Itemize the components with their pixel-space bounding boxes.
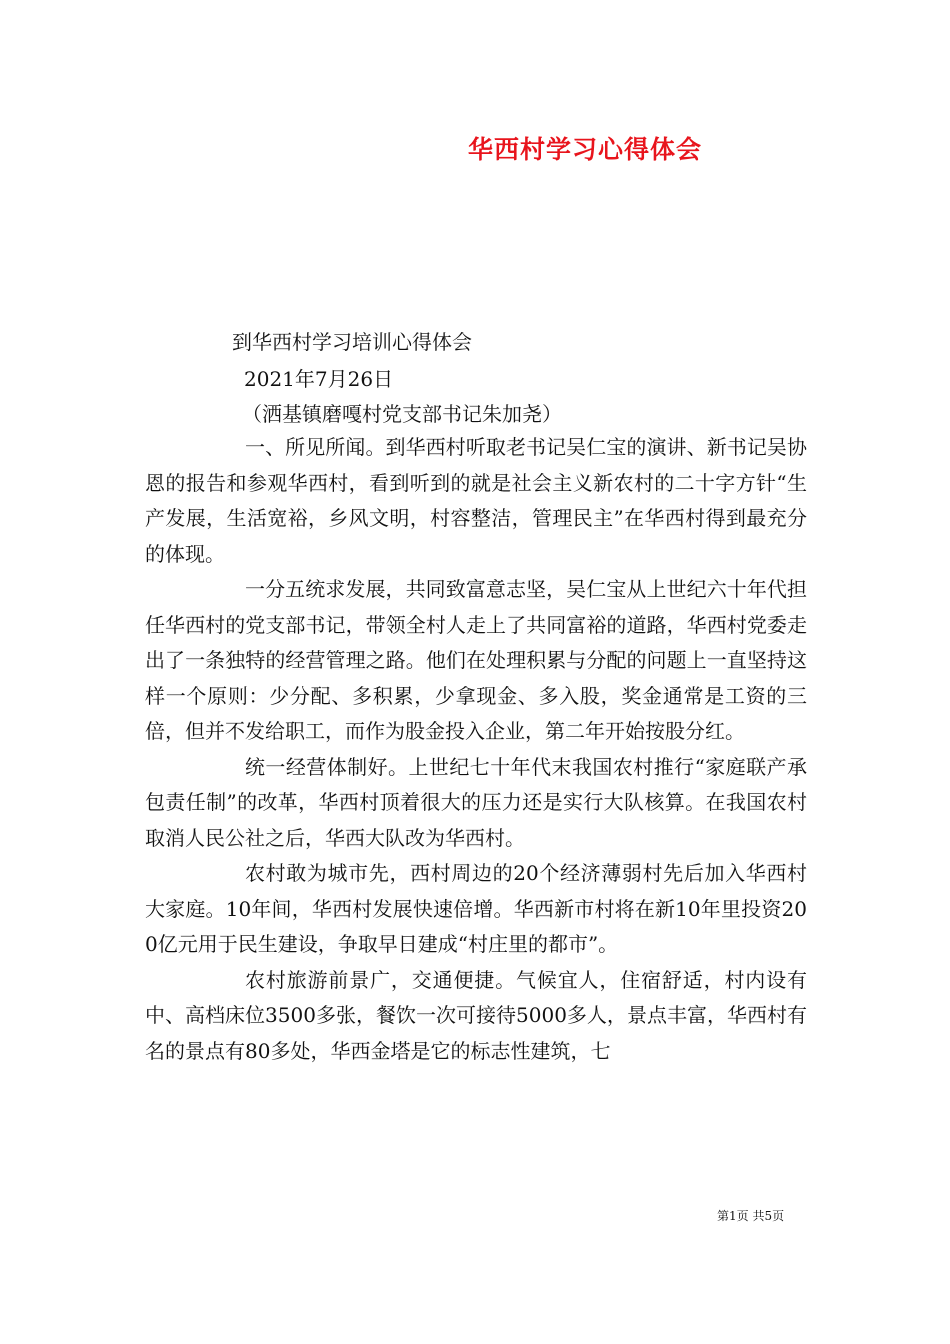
document-title: 华西村学习心得体会: [468, 135, 703, 164]
paragraph-1: 一、所见所闻。到华西村听取老书记吴仁宝的演讲、新书记吴协恩的报告和参观华西村，看到听到的就是社会主义新农村的二十字方针“生产发展，生活宽裕，乡风文明，村容整洁，管理民主”在华西村得到最充分的体现。: [145, 435, 807, 566]
paragraph-2: 一分五统求发展，共同致富意志坚，吴仁宝从上世纪六十年代担任华西村的党支部书记，带领全村人走上了共同富裕的道路，华西村党委走出了一条独特的经营管理之路。他们在处理积累与分配的问题上一直坚持这样一个原则：少分配、多积累，少拿现金、多入股，奖金通常是工资的三倍，但并不发给职工，而作为股金投入企业，第二年开始按股分红。: [145, 577, 807, 743]
paragraph-5: 农村旅游前景广，交通便捷。气候宜人，住宿舒适，村内设有中、高档床位3500多张，餐饮一次可接待5000多人，景点丰富，华西村有名的景点有80多处，华西金塔是它的标志性建筑，七: [145, 967, 807, 1063]
document-author: （洒基镇磨嘎村党支部书记朱加尧）: [242, 402, 562, 426]
document-subtitle: 到华西村学习培训心得体会: [232, 330, 472, 354]
document-date: 2021年7月26日: [244, 367, 394, 391]
paragraph-3: 统一经营体制好。上世纪七十年代末我国农村推行“家庭联产承包责任制”的改革，华西村顶着很大的压力还是实行大队核算。在我国农村取消人民公社之后，华西大队改为华西村。: [145, 754, 807, 850]
page-number-footer: 第1页 共5页: [717, 1209, 785, 1223]
document-body: [145, 430, 807, 1069]
paragraph-4: 农村敢为城市先，西村周边的20个经济薄弱村先后加入华西村大家庭。10年间，华西村发展快速倍增。华西新市村将在新10年里投资200亿元用于民生建设，争取早日建成“村庄里的都市”。: [145, 861, 807, 956]
